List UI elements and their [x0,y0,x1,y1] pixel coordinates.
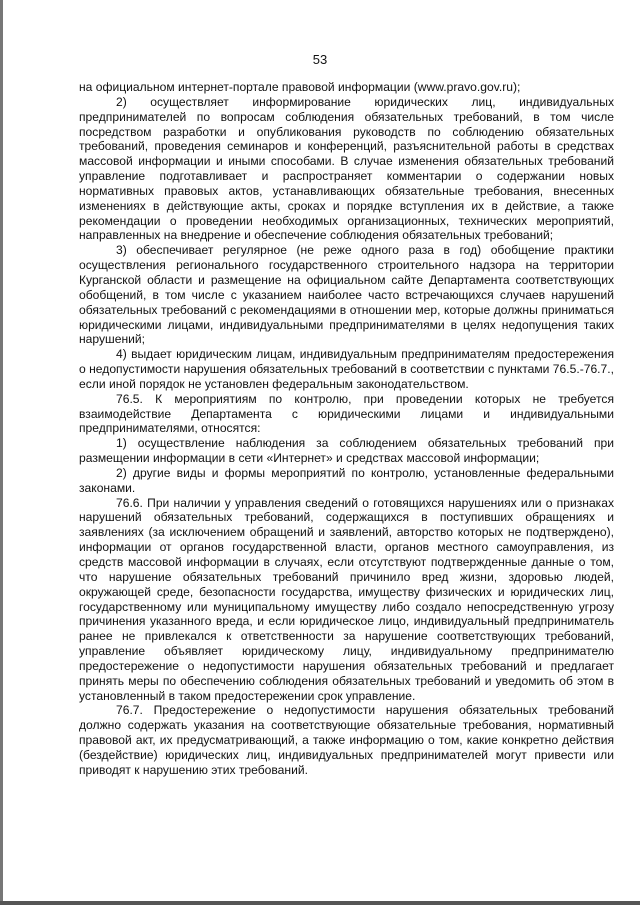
paragraph: 4) выдает юридическим лицам, индивидуальным предпринимателям предостережения о недопустимости нарушения обязательных требований в соответствии с пунктами 76.5.-76.7., если иной порядок не установлен федеральным законодательством. [79,347,614,391]
document-body [79,80,614,778]
paragraph: 2) другие виды и формы мероприятий по контролю, установленные федеральными законами. [79,465,614,495]
paragraph: 1) осуществление наблюдения за соблюдением обязательных требований при размещении информации в сети «Интернет» и средствах массовой информации; [79,436,614,466]
paragraph: 76.5. К мероприятиям по контролю, при проведении которых не требуется взаимодействие Департамента с юридическими лицами и индивидуальными предпринимателями, относятся: [79,391,614,436]
paragraph: 76.7. Предостережение о недопустимости нарушения обязательных требований должно содержать указания на соответствующие обязательные требования, нормативный правовой акт, их предусматривающий, а также информацию о том, какие конкретно действия (бездействие) юридических лиц, индивидуальных предпринимателей могут привести или приводят к нарушению этих требований. [79,703,614,777]
scan-bottom-edge [0,901,640,905]
paragraph: на официальном интернет-портале правовой информации (www.pravo.gov.ru); [79,80,521,94]
scan-left-edge [0,0,3,905]
page-number: 53 [312,52,328,67]
paragraph: 3) обеспечивает регулярное (не реже одного раза в год) обобщение практики осуществления регионального государственного строительного надзора на территории Курганской области и размещение на официальном сайте Департамента соответствующих обобщений, в том числе с указанием наиболее часто встречающихся случаев нарушений обязательных требований с рекомендациями в отношении мер, которые должны приниматься юридическими лицами, индивидуальными предпринимателями в целях недопущения таких нарушений; [79,243,614,347]
paragraph: 2) осуществляет информирование юридических лиц, индивидуальных предпринимателей по вопросам соблюдения обязательных требований, в том числе посредством разработки и опубликования руководств по соблюдению обязательных требований, проведения семинаров и конференций, разъяснительной работы в средствах массовой информации и иными способами. В случае изменения обязательных требований управление подготавливает и распространяет комментарии о содержании новых нормативных правовых актов, устанавливающих обязательные требования, внесенных изменениях в действующие акты, сроках и порядке вступления их в действие, а также рекомендации о проведении необходимых организационных, технических мероприятий, направленных на внедрение и обеспечение соблюдения обязательных требований; [79,94,614,243]
paragraph: 76.6. При наличии у управления сведений о готовящихся нарушениях или о признаках нарушений обязательных требований, содержащихся в поступивших обращениях и заявлениях (за исключением обращений и заявлений, авторство которых не подтверждено), информации от органов государственной власти, органов местного самоуправления, из средств массовой информации в случаях, если отсутствуют подтвержденные данные о том, что нарушение обязательных требований причинило вред жизни, здоровью людей, окружающей среде, безопасности государства, имуществу физических и юридических лиц, государственному или муниципальному имуществу либо создало непосредственную угрозу причинения указанного вреда, и если юридическое лицо, индивидуальный предприниматель ранее не привлекался к ответственности за нарушение соответствующих требований, управление объявляет юридическому лицу, индивидуальному предпринимателю предостережение о недопустимости нарушения обязательных требований и предлагает принять меры по обеспечению соблюдения обязательных требований и уведомить об этом в установленный в таком предостережении срок управление. [79,495,614,703]
